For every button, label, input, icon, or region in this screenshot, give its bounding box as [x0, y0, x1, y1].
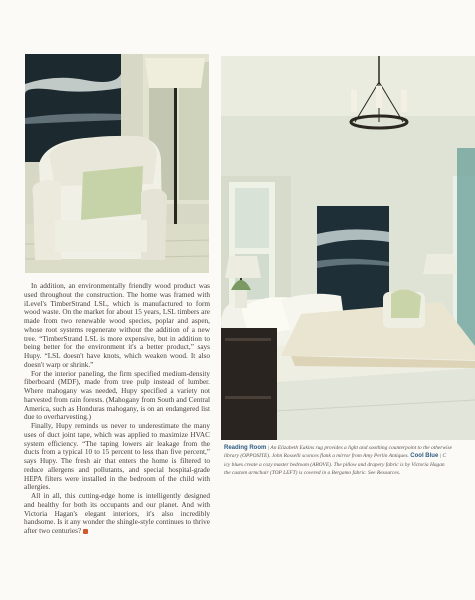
caption-text-line-3: icy blues create a cozy master bedroom (ABOVE). The pillow and drapery fabric is by Victoria Hagan	[224, 461, 445, 468]
caption-text-line-2: library (OPPOSITE). John Rosselli sconces flank a mirror from Amy Perlin Antiques.	[224, 453, 409, 460]
caption-text-line-4: the custom armchair (TOP LEFT) is covered in a Bergamo fabric. See Resources.	[224, 470, 401, 477]
paragraph-conclusion	[24, 492, 210, 536]
armchair-photo	[25, 54, 209, 273]
conclusion-text: All in all, this cutting-edge home is intelligently designed and healthy for both its occupants and our planet. And with Victoria Hagan's elegant interiors, it's also incredibly handsome. Is it any wonder the shingle-style continues to thrive after two centuries?	[24, 492, 210, 535]
end-of-article-icon	[83, 529, 88, 534]
article-body	[24, 282, 210, 536]
paragraph-interior-paneling: For the interior paneling, the firm specified medium-density fiberboard (MDF), made from tree pulp instead of lumber. Where mahogany was needed, Hupy specified a variety not harvested from rain forests. (Mahogany from South and Central America, such as Honduras mahogany, is on an endangered list due to overharvesting.)	[24, 369, 210, 422]
paragraph-wood-product: In addition, an environmentally friendly wood product was used throughout the construction. The home was framed with iLevel's TimberStrand LSL, which is manufactured to form wood waste. On the market for about 15 years, LSL timbers are made from two renewable wood species, poplar and aspen, whose root systems regenerate without the addition of a new tree. “TimberStrand LSL is more expensive, but in addition to being better for the environment it's a better product,” says Hupy. “LSL doesn't have knots, which weaken wood. It also doesn't warp or shrink.”	[24, 282, 210, 369]
photo-caption	[224, 444, 475, 478]
paragraph-duct-tape: Finally, Hupy reminds us never to underestimate the many uses of duct joint tape, which was applied to maximize HVAC system efficiency. “The taping lowers air leakage from the ducts from a typical 10 to 15 percent to less than five percent,” says Hupy. The fresh air that enters the home is filtered to reduce allergens and pollutants, and special hospital-grade HEPA filters were installed in the bedroom of the child with allergies.	[24, 422, 210, 492]
caption-text-line-1: | An Elizabeth Eakins rug provides a light and soothing counterpoint to the otherwise	[266, 445, 452, 451]
caption-title-cool-blue: Cool Blue	[410, 453, 439, 460]
master-bedroom-photo	[221, 56, 475, 440]
caption-title-reading-room: Reading Room	[224, 445, 267, 451]
caption-text-line-2b: | C	[438, 453, 447, 460]
